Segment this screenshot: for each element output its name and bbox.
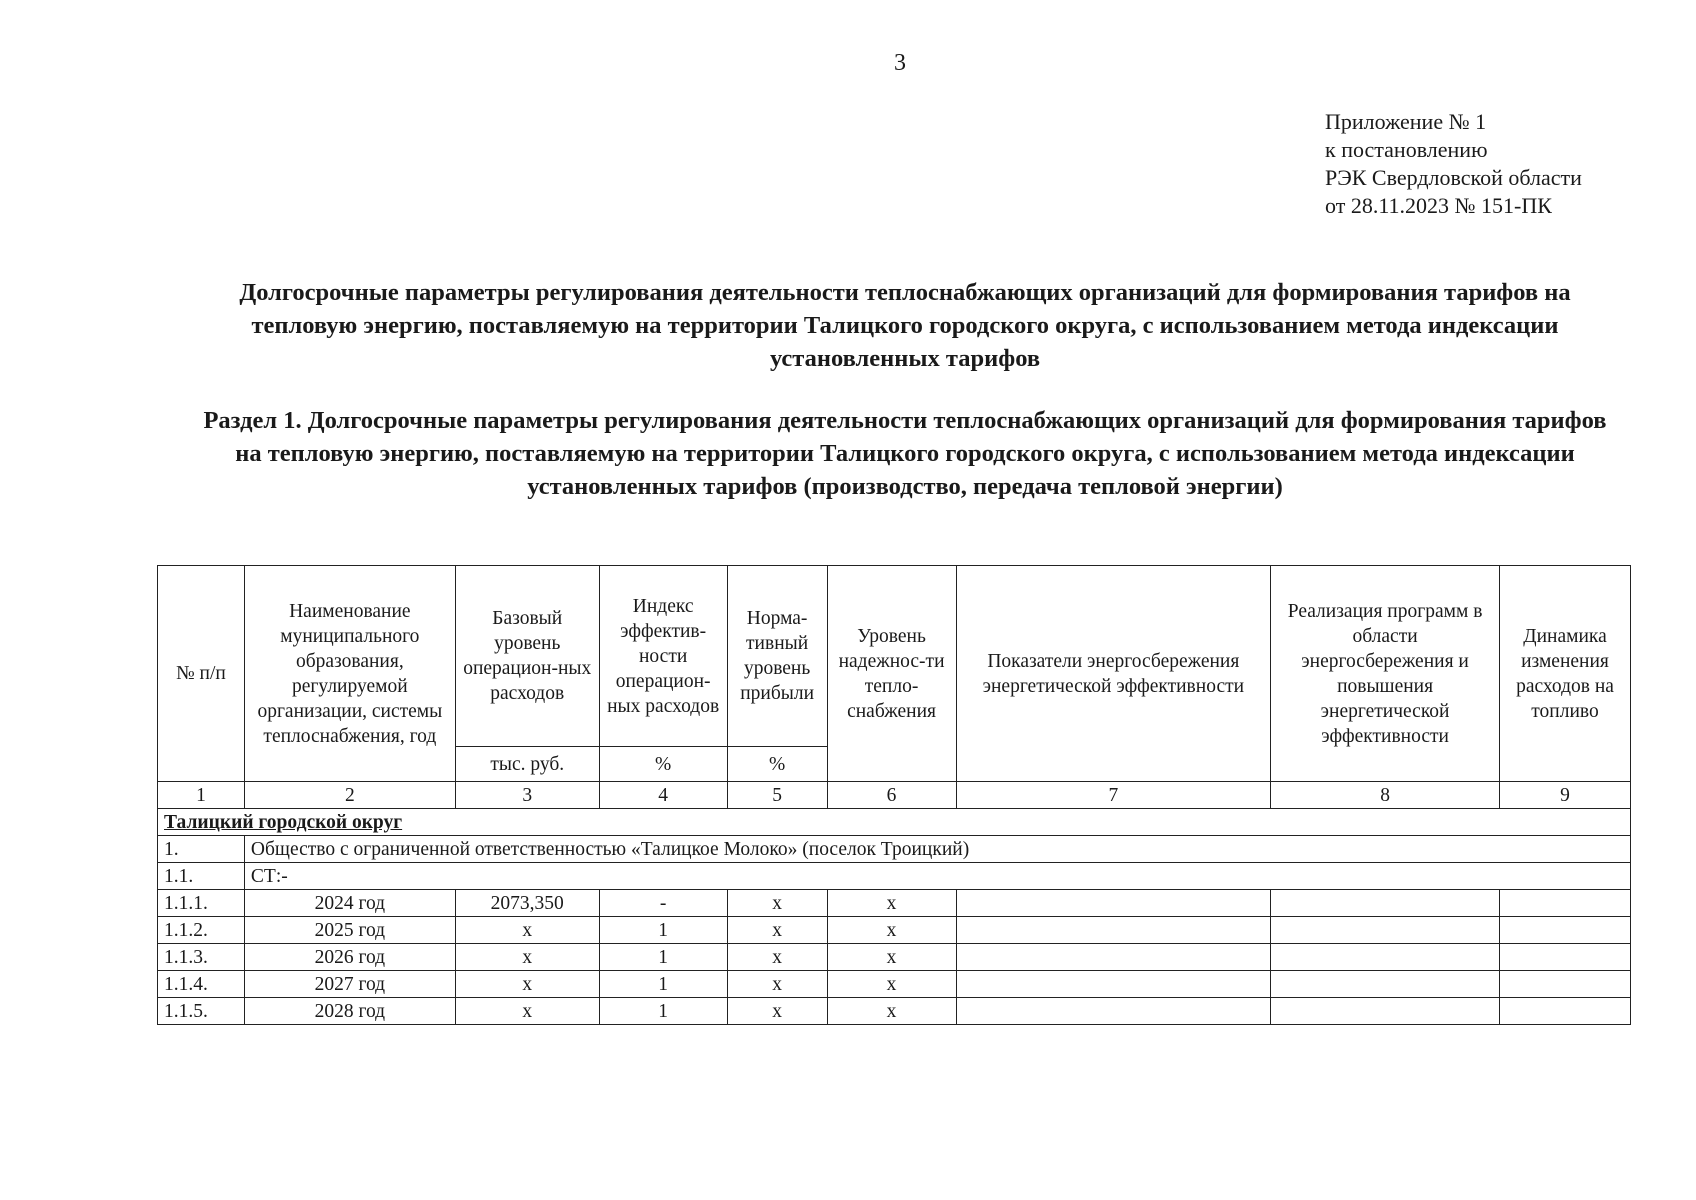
- row-num: 1.1.1.: [158, 890, 245, 917]
- page-number: 3: [894, 50, 906, 76]
- organization-row: [158, 836, 1631, 863]
- row-programs: [1271, 917, 1500, 944]
- row-base-opex: х: [455, 944, 599, 971]
- row-num: 1.1.4.: [158, 971, 245, 998]
- row-num: 1.1.2.: [158, 917, 245, 944]
- row-fuel-dynamics: [1500, 971, 1631, 998]
- appendix-line-3: РЭК Свердловской области: [1325, 165, 1582, 190]
- row-normative-profit: х: [727, 890, 827, 917]
- parameters-table: [157, 565, 1631, 1025]
- row-year: 2028 год: [244, 998, 455, 1025]
- header-programs: Реализация программ в области энергосбережения и повышения энергетической эффективности: [1271, 566, 1500, 782]
- row-programs: [1271, 998, 1500, 1025]
- row-energy-saving: [956, 971, 1271, 998]
- row-num: 1.1.5.: [158, 998, 245, 1025]
- appendix-line-1: Приложение № 1: [1325, 109, 1487, 134]
- row-year: 2024 год: [244, 890, 455, 917]
- row-efficiency-index: 1: [599, 998, 727, 1025]
- system-num: 1.1.: [158, 863, 245, 890]
- column-number: 9: [1500, 782, 1631, 809]
- row-base-opex: 2073,350: [455, 890, 599, 917]
- header-row: [158, 566, 1631, 747]
- row-programs: [1271, 971, 1500, 998]
- row-normative-profit: х: [727, 971, 827, 998]
- unit-efficiency-index: %: [599, 747, 727, 782]
- column-number: 5: [727, 782, 827, 809]
- row-fuel-dynamics: [1500, 917, 1631, 944]
- column-number: 7: [956, 782, 1271, 809]
- row-reliability: х: [827, 998, 956, 1025]
- row-fuel-dynamics: [1500, 998, 1631, 1025]
- row-efficiency-index: 1: [599, 944, 727, 971]
- column-number: 1: [158, 782, 245, 809]
- unit-base-opex: тыс. руб.: [455, 747, 599, 782]
- column-number: 6: [827, 782, 956, 809]
- header-name: Наименование муниципального образования, регулируемой организации, системы теплоснабжения, год: [244, 566, 455, 782]
- table-row: [158, 944, 1631, 971]
- row-energy-saving: [956, 998, 1271, 1025]
- system-row: [158, 863, 1631, 890]
- appendix-block: [1325, 108, 1582, 220]
- column-number: 2: [244, 782, 455, 809]
- appendix-line-2: к постановлению: [1325, 137, 1488, 162]
- unit-normative-profit: %: [727, 747, 827, 782]
- appendix-line-4: от 28.11.2023 № 151-ПК: [1325, 193, 1552, 218]
- row-reliability: х: [827, 917, 956, 944]
- table-row: [158, 998, 1631, 1025]
- table-row: [158, 890, 1631, 917]
- section-title: Раздел 1. Долгосрочные параметры регулирования деятельности теплоснабжающих организаций для формирования тарифов на тепловую энергию, поставляемую на территории Талицкого городского округа, с использованием метода индексации установленных тарифов (производство, передача тепловой энергии): [203, 407, 1607, 500]
- table-row: [158, 917, 1631, 944]
- row-year: 2027 год: [244, 971, 455, 998]
- row-energy-saving: [956, 917, 1271, 944]
- row-energy-saving: [956, 890, 1271, 917]
- table-row: [158, 971, 1631, 998]
- column-number: 8: [1271, 782, 1500, 809]
- row-base-opex: х: [455, 917, 599, 944]
- org-name: Общество с ограниченной ответственностью «Талицкое Молоко» (поселок Троицкий): [244, 836, 1630, 863]
- group-row: [158, 809, 1631, 836]
- column-numbers-row: [158, 782, 1631, 809]
- row-normative-profit: х: [727, 998, 827, 1025]
- system-name: СТ:-: [244, 863, 1630, 890]
- document-title: Долгосрочные параметры регулирования деятельности теплоснабжающих организаций для формирования тарифов на тепловую энергию, поставляемую на территории Талицкого городского округа, с использованием метода индексации установленных тарифов: [239, 279, 1571, 372]
- header-num: № п/п: [158, 566, 245, 782]
- header-normative-profit: Норма-тивный уровень прибыли: [727, 566, 827, 747]
- row-efficiency-index: -: [599, 890, 727, 917]
- row-normative-profit: х: [727, 944, 827, 971]
- header-efficiency-index: Индекс эффектив-ности операцион-ных расходов: [599, 566, 727, 747]
- row-num: 1.1.3.: [158, 944, 245, 971]
- row-programs: [1271, 890, 1500, 917]
- header-fuel-dynamics: Динамика изменения расходов на топливо: [1500, 566, 1631, 782]
- row-base-opex: х: [455, 971, 599, 998]
- column-number: 3: [455, 782, 599, 809]
- row-reliability: х: [827, 944, 956, 971]
- row-fuel-dynamics: [1500, 890, 1631, 917]
- header-reliability: Уровень надежнос-ти тепло-снабжения: [827, 566, 956, 782]
- header-base-opex: Базовый уровень операцион-ных расходов: [455, 566, 599, 747]
- row-reliability: х: [827, 971, 956, 998]
- row-energy-saving: [956, 944, 1271, 971]
- row-efficiency-index: 1: [599, 917, 727, 944]
- row-programs: [1271, 944, 1500, 971]
- row-reliability: х: [827, 890, 956, 917]
- row-fuel-dynamics: [1500, 944, 1631, 971]
- row-base-opex: х: [455, 998, 599, 1025]
- row-efficiency-index: 1: [599, 971, 727, 998]
- row-normative-profit: х: [727, 917, 827, 944]
- org-num: 1.: [158, 836, 245, 863]
- header-energy-saving: Показатели энергосбережения энергетической эффективности: [956, 566, 1271, 782]
- row-year: 2025 год: [244, 917, 455, 944]
- row-year: 2026 год: [244, 944, 455, 971]
- group-label: Талицкий городской округ: [158, 809, 1631, 836]
- column-number: 4: [599, 782, 727, 809]
